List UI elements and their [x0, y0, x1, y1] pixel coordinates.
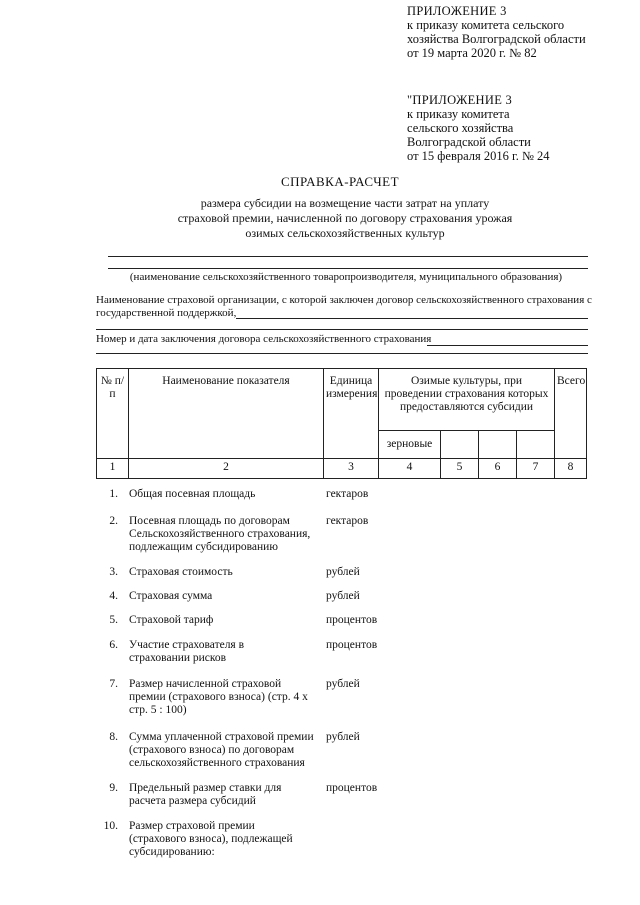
- row-unit: процентов: [326, 639, 378, 651]
- col-number-7: 7: [517, 459, 555, 479]
- col-number-2: 2: [129, 459, 324, 479]
- row-number: 3.: [109, 566, 118, 578]
- appendix-original: [407, 93, 550, 163]
- insurer-label-line2: государственной поддержкой,: [96, 307, 237, 319]
- insurer-label: [96, 294, 606, 320]
- appendix-current: [407, 4, 586, 60]
- header-name: Наименование показателя: [129, 369, 324, 459]
- subtitle-line1: размера субсидии на возмещение части затрат на уплату: [200, 196, 490, 210]
- row-name: Страховая сумма: [129, 590, 213, 602]
- header-empty-5: [441, 431, 479, 459]
- header-empty-7: [517, 431, 555, 459]
- row-name: Страховая стоимость: [129, 566, 233, 578]
- header-unit: Единица измерения: [324, 369, 379, 459]
- appendix-original-line2: сельского хозяйства: [407, 121, 514, 135]
- appendix-original-line3: Волгоградской области: [407, 135, 531, 149]
- doc-subtitle: [0, 196, 640, 241]
- col-number-4: 4: [379, 459, 441, 479]
- contract-label: Номер и дата заключения договора сельскохозяйственного страхования: [96, 333, 432, 345]
- row-number: 7.: [109, 678, 118, 690]
- header-grain: зерновые: [379, 431, 441, 459]
- col-number-6: 6: [479, 459, 517, 479]
- header-total: Всего: [555, 369, 587, 459]
- row-name: Участие страхователя в страховании рисков: [129, 639, 245, 664]
- header-crops: Озимые культуры, при проведении страхования которых предоставляются субсидии: [379, 369, 555, 431]
- appendix-original-title: "ПРИЛОЖЕНИЕ 3: [407, 93, 513, 107]
- col-number-1: 1: [97, 459, 129, 479]
- appendix-current-line3: от 19 марта 2020 г. № 82: [407, 46, 537, 60]
- appendix-original-line4: от 15 февраля 2016 г. № 24: [407, 149, 550, 163]
- row-unit: процентов: [326, 782, 378, 794]
- row-unit: рублей: [326, 566, 360, 578]
- row-number: 4.: [109, 590, 118, 602]
- row-name: Размер страховой премии (страхового взноса), подлежащей субсидированию:: [129, 820, 293, 858]
- producer-caption: (наименование сельскохозяйственного товаропроизводителя, муниципального образования): [129, 271, 563, 283]
- appendix-current-line1: к приказу комитета сельского: [407, 18, 565, 32]
- row-number: 6.: [109, 639, 118, 651]
- row-name: Посевная площадь по договорам Сельскохозяйственного страхования, подлежащим субсидированию: [129, 515, 311, 553]
- header-no: № п/п: [97, 369, 129, 459]
- row-unit: рублей: [326, 590, 360, 602]
- insurer-blank-line[interactable]: [236, 318, 588, 319]
- appendix-current-title: ПРИЛОЖЕНИЕ 3: [407, 4, 507, 18]
- col-number-5: 5: [441, 459, 479, 479]
- row-unit: процентов: [326, 614, 378, 626]
- subtitle-line2: страховой премии, начисленной по договору страхования урожая: [177, 211, 513, 225]
- appendix-original-line1: к приказу комитета: [407, 107, 510, 121]
- insurer-blank-line-2[interactable]: [96, 329, 588, 330]
- row-number: 2.: [109, 515, 118, 527]
- row-number: 10.: [103, 820, 118, 832]
- row-unit: рублей: [326, 678, 360, 690]
- row-unit: гектаров: [326, 515, 369, 527]
- subtitle-line3: озимых сельскохозяйственных культур: [245, 226, 445, 240]
- row-number: 5.: [109, 614, 118, 626]
- row-name: Страховой тариф: [129, 614, 214, 626]
- row-unit: рублей: [326, 731, 360, 743]
- row-number: 9.: [109, 782, 118, 794]
- producer-blank-line-1[interactable]: [108, 256, 588, 257]
- appendix-current-line2: хозяйства Волгоградской области: [407, 32, 586, 46]
- indicators-table-header: [96, 368, 587, 479]
- insurer-label-line1: Наименование страховой организации, с которой заключен договор сельскохозяйственного страхования с: [96, 294, 592, 306]
- header-empty-6: [479, 431, 517, 459]
- row-number: 8.: [109, 731, 118, 743]
- row-unit: гектаров: [326, 488, 369, 500]
- row-name: Сумма уплаченной страховой премии (страхового взноса) по договорам сельскохозяйственного страхования: [129, 731, 314, 769]
- contract-blank-line-2[interactable]: [96, 353, 588, 354]
- col-number-3: 3: [324, 459, 379, 479]
- doc-title: СПРАВКА-РАСЧЕТ: [280, 174, 400, 189]
- row-number: 1.: [109, 488, 118, 500]
- contract-blank-line[interactable]: [427, 345, 588, 346]
- producer-blank-line-2[interactable]: [108, 268, 588, 269]
- row-name: Общая посевная площадь: [129, 488, 256, 500]
- col-number-8: 8: [555, 459, 587, 479]
- row-name: Предельный размер ставки для расчета размера субсидий: [129, 782, 282, 807]
- row-name: Размер начисленной страховой премии (страхового взноса) (стр. 4 x стр. 5 : 100): [129, 678, 308, 716]
